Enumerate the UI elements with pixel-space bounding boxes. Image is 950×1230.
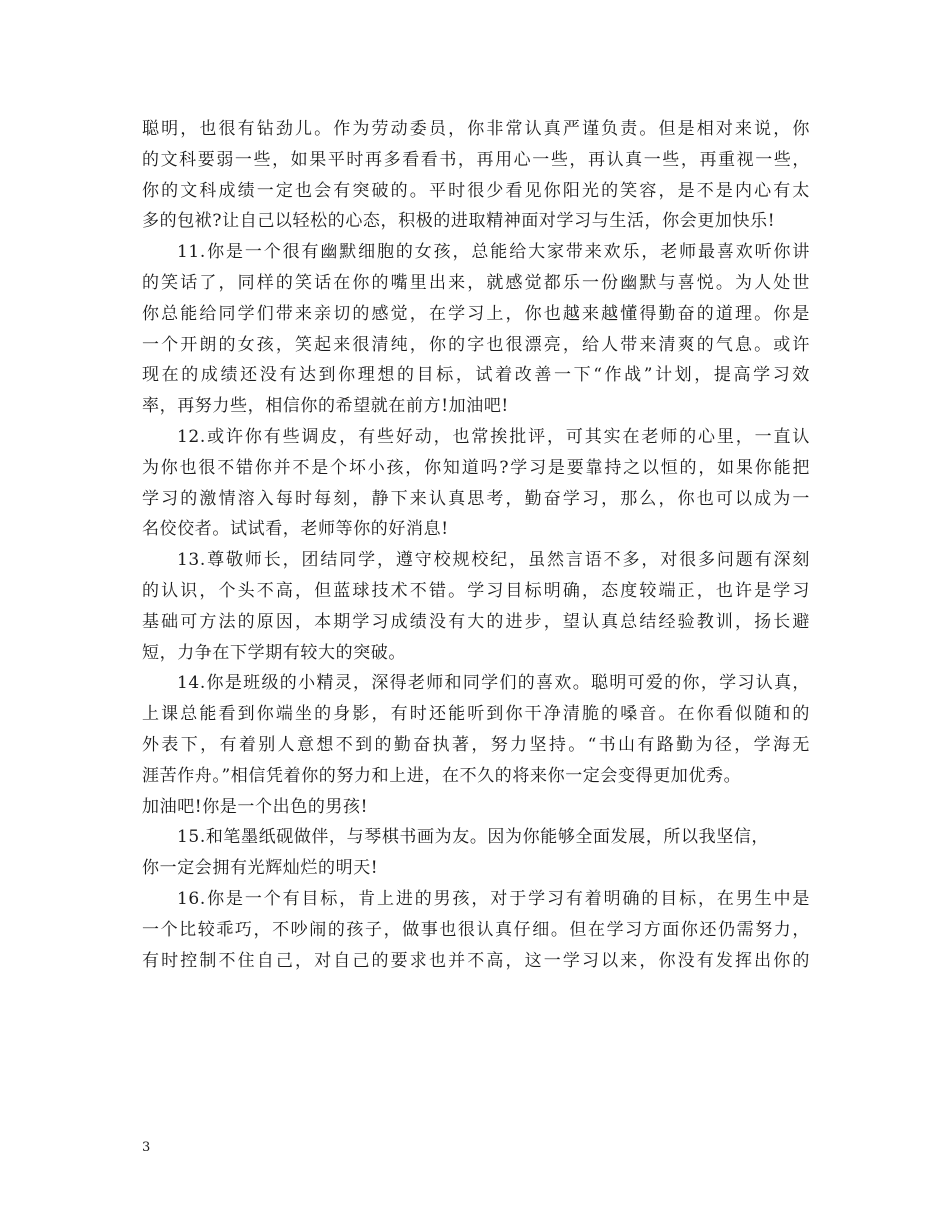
paragraph-14 xyxy=(142,668,810,822)
paragraph-13 xyxy=(142,545,810,668)
text-line: 聪明，也很有钻劲儿。作为劳动委员，你非常认真严谨负责。但是相对来说，你 xyxy=(142,119,810,139)
text-line: 现在的成绩还没有达到你理想的目标，试着改善一下“作战”计划，提高学习效 xyxy=(142,365,810,386)
text-line: 12.或许你有些调皮，有些好动，也常挨批评，可其实在老师的心里，一直认 xyxy=(177,426,810,447)
text-line: 你总能给同学们带来亲切的感觉，在学习上，你也越来越懂得勤奋的道理。你是 xyxy=(142,303,810,324)
paragraph-11 xyxy=(142,237,810,422)
text-line: 你一定会拥有光辉灿烂的明天! xyxy=(142,858,379,879)
text-line: 学习的激情溶入每时每刻，静下来认真思考，勤奋学习，那么，你也可以成为一 xyxy=(142,488,810,509)
paragraph-16 xyxy=(142,884,810,976)
text-line: 有时控制不住自己，对自己的要求也并不高，这一学习以来，你没有发挥出你的 xyxy=(142,950,810,971)
text-line: 的笑话了，同样的笑话在你的嘴里出来，就感觉都乐一份幽默与喜悦。为人处世 xyxy=(142,272,810,293)
text-line: 为你也很不错你并不是个坏小孩，你知道吗?学习是要靠持之以恒的，如果你能把 xyxy=(142,457,810,478)
text-line: 短，力争在下学期有较大的突破。 xyxy=(142,642,406,663)
text-line: 上课总能看到你端坐的身影，有时还能听到你干净清脆的嗓音。在你看似随和的 xyxy=(142,704,810,725)
text-line: 的文科要弱一些，如果平时再多看看书，再用心一些，再认真一些，再重视一些， xyxy=(142,149,810,170)
text-line: 15.和笔墨纸砚做伴，与琴棋书画为友。因为你能够全面发展，所以我坚信， xyxy=(177,827,770,848)
paragraph-10-continuation xyxy=(142,114,810,237)
text-line: 的认识，个头不高，但蓝球技术不错。学习目标明确，态度较端正，也许是学习 xyxy=(142,580,810,601)
text-line: 你的文科成绩一定也会有突破的。平时很少看见你阳光的笑容，是不是内心有太 xyxy=(142,180,810,201)
text-line: 名佼佼者。试试看，老师等你的好消息! xyxy=(142,519,449,540)
text-line: 加油吧!你是一个出色的男孩! xyxy=(142,796,369,817)
text-line: 11.你是一个很有幽默细胞的女孩，总能给大家带来欢乐，老师最喜欢听你讲 xyxy=(177,242,810,263)
paragraph-12 xyxy=(142,422,810,545)
text-line: 一个开朗的女孩，笑起来很清纯，你的字也很漂亮，给人带来清爽的气息。或许 xyxy=(142,334,810,355)
text-line: 13.尊敬师长，团结同学，遵守校规校纪，虽然言语不多，对很多问题有深刻 xyxy=(177,550,810,571)
page-number: 3 xyxy=(142,1140,151,1155)
text-line: 涯苦作舟。”相信凭着你的努力和上进，在不久的将来你一定会变得更加优秀。 xyxy=(142,765,742,786)
text-line: 外表下，有着别人意想不到的勤奋执著，努力坚持。“书山有路勤为径，学海无 xyxy=(142,734,810,755)
document-body xyxy=(142,114,810,976)
text-line: 多的包袱?让自己以轻松的心态，积极的进取精神面对学习与生活，你会更加快乐! xyxy=(142,211,776,232)
text-line: 基础可方法的原因，本期学习成绩没有大的进步，望认真总结经验教训，扬长避 xyxy=(142,611,810,632)
text-line: 16.你是一个有目标，肯上进的男孩，对于学习有着明确的目标，在男生中是 xyxy=(177,888,810,909)
text-line: 14.你是班级的小精灵，深得老师和同学们的喜欢。聪明可爱的你，学习认真， xyxy=(177,673,810,694)
paragraph-15 xyxy=(142,822,810,884)
text-line: 一个比较乖巧，不吵闹的孩子，做事也很认真仔细。但在学习方面你还仍需努力， xyxy=(142,919,810,940)
text-line: 率，再努力些，相信你的希望就在前方!加油吧! xyxy=(142,396,509,417)
